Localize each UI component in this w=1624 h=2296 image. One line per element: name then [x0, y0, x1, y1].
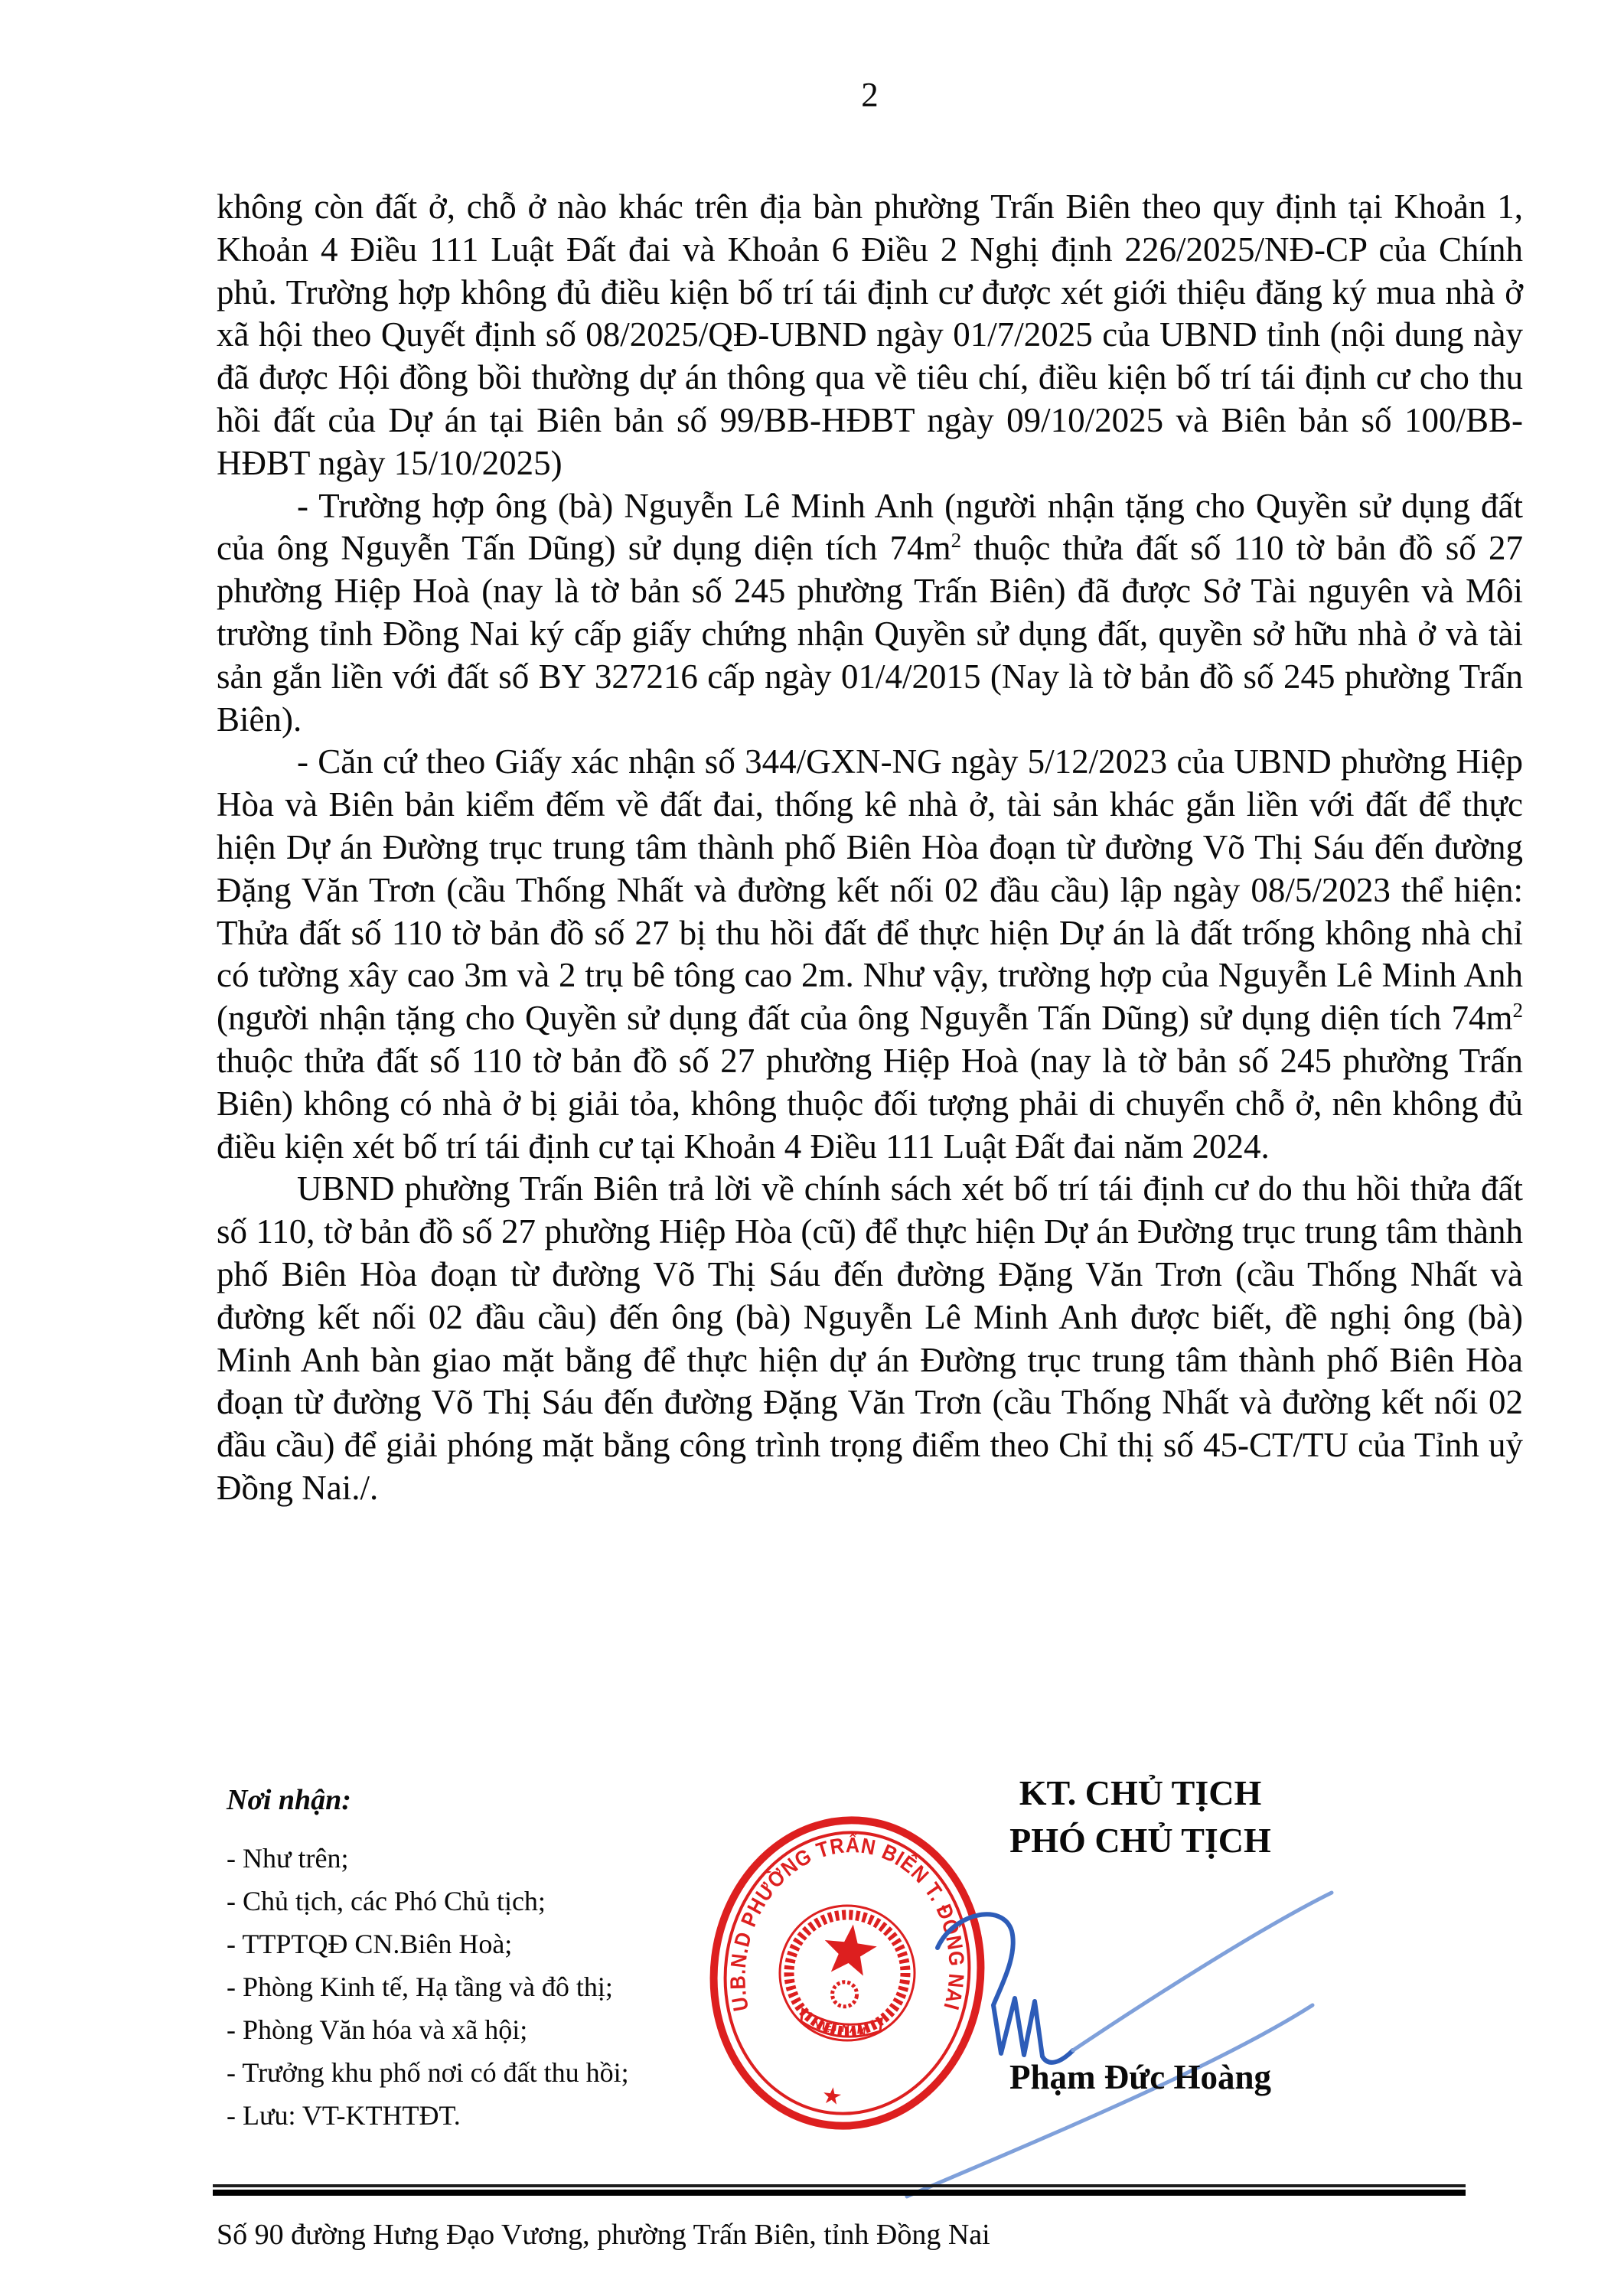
seal-emblem-star: [821, 1921, 879, 1977]
footer-rule: [213, 2184, 1466, 2196]
seal-ring-text: U.B.N.D PHƯỜNG TRẤN BIÊN T. ĐỒNG NAI: [726, 1833, 969, 2014]
footer-address: Số 90 đường Hưng Đạo Vương, phường Trấn Biên, tỉnh Đồng Nai: [217, 2219, 990, 2251]
paragraph-text: không còn đất ở, chỗ ở nào khác trên địa bàn phường Trấn Biên theo quy định tại Khoản 1, Khoản 4 Điều 111 Luật Đất đai và Khoản 6 Điều 2 Nghị định 226/2025/NĐ-CP của Chính phủ. Trường hợp không đủ điều kiện bố trí tái định cư được xét giới thiệu đăng ký mua nhà ở xã hội theo Quyết định số 08/2025/QĐ-UBND ngày 01/7/2025 của UBND tỉnh (nội dung này đã được Hội đồng bồi thường dự án thông qua về tiêu chí, điều kiện bố trí tái định cư cho thu hồi đất của Dự án tại Biên bản số 99/BB-HĐBT ngày 09/10/2025 và Biên bản số 100/BB-HĐBT ngày 15/10/2025): [217, 188, 1523, 482]
signature-title-line1: KT. CHỦ TỊCH: [1019, 1773, 1262, 1812]
footer-rule-thin-line: [213, 2184, 1466, 2187]
paragraph: [217, 186, 1523, 485]
footer-rule-thick-line: [213, 2190, 1466, 2196]
superscript: 2: [1512, 999, 1523, 1022]
seal-banner-text: VIỆT NAM: [814, 2018, 867, 2037]
paragraph-text: - Căn cứ theo Giấy xác nhận số 344/GXN-NG ngày 5/12/2023 của UBND phường Hiệp Hòa và Biên bản kiểm đếm về đất đai, thống kê nhà ở, tài sản khác gắn liền với đất để thực hiện Dự án Đường trục trung tâm thành phố Biên Hòa đoạn từ đường Võ Thị Sáu đến đường Đặng Văn Trơn (cầu Thống Nhất và đường kết nối 02 đầu cầu) lập ngày 08/5/2023 thể hiện: Thửa đất số 110 tờ bản đồ số 27 bị thu hồi đất để thực hiện Dự án là đất trống không nhà chỉ có tường xây cao 3m và 2 trụ bê tông cao 2m. Như vậy, trường hợp của Nguyễn Lê Minh Anh (người nhận tặng cho Quyền sử dụng đất của ông Nguyễn Tấn Dũng) sử dụng diện tích 74m: [217, 742, 1523, 1038]
superscript: 2: [951, 529, 962, 553]
paragraph: [217, 1168, 1523, 1509]
paragraph-text: UBND phường Trấn Biên trả lời về chính sách xét bố trí tái định cư do thu hồi thửa đất số 110, tờ bản đồ số 27 phường Hiệp Hòa (cũ) để thực hiện Dự án Đường trục trung tâm thành phố Biên Hòa đoạn từ đường Võ Thị Sáu đến đường Đặng Văn Trơn (cầu Thống Nhất và đường kết nối 02 đầu cầu) đến ông (bà) Nguyễn Lê Minh Anh được biết, đề nghị ông (bà) Minh Anh bàn giao mặt bằng để thực hiện dự án Đường trục trung tâm thành phố Biên Hòa đoạn từ đường Võ Thị Sáu đến đường Đặng Văn Trơn (cầu Thống Nhất và đường kết nối 02 đầu cầu) để giải phóng mặt bằng công trình trọng điểm theo Chỉ thị số 45-CT/TU của Tỉnh uỷ Đồng Nai./.: [217, 1169, 1523, 1507]
recipient-item: - Chủ tịch, các Phó Chủ tịch;: [227, 1886, 546, 1916]
paragraph: [217, 741, 1523, 1168]
signature-title-line2: PHÓ CHỦ TỊCH: [1009, 1820, 1271, 1860]
recipient-item: - Phòng Kinh tế, Hạ tầng và đô thị;: [227, 1971, 613, 2002]
recipient-item: - TTPTQĐ CN.Biên Hoà;: [227, 1929, 513, 1959]
paragraph-text: thuộc thửa đất số 110 tờ bản đồ số 27 phường Hiệp Hoà (nay là tờ bản số 245 phường Trấn Biên) đã được Sở Tài nguyên và Môi trường tỉnh Đồng Nai ký cấp giấy chứng nhận Quyền sử dụng đất, quyền sở hữu nhà ở và tài sản gắn liền với đất số BY 327216 cấp ngày 01/4/2015 (Nay là tờ bản đồ số 245 phường Trấn Biên).: [217, 529, 1523, 739]
signature-stroke-upper: [1073, 1893, 1332, 2050]
seal-bottom-star: ★: [820, 2082, 844, 2111]
recipient-item: - Trưởng khu phố nơi có đất thu hồi;: [227, 2057, 629, 2088]
seal-emblem-gear: [831, 1981, 859, 2008]
paragraph-text: thuộc thửa đất số 110 tờ bản đồ số 27 phường Hiệp Hoà (nay là tờ bản số 245 phường Trấn Biên) không có nhà ở bị giải tỏa, không thuộc đối tượng phải di chuyển chỗ ở, nên không đủ điều kiện xét bố trí tái định cư tại Khoản 4 Điều 111 Luật Đất đai năm 2024.: [217, 1041, 1523, 1166]
paragraph: [217, 485, 1523, 742]
recipient-item: - Phòng Văn hóa và xã hội;: [227, 2014, 528, 2045]
signer-name: Phạm Đức Hoàng: [1009, 2058, 1271, 2096]
page-number: 2: [861, 76, 879, 114]
paragraph-text: - Trường hợp ông (bà) Nguyễn Lê Minh Anh (người nhận tặng cho Quyền sử dụng đất của ông Nguyễn Tấn Dũng) sử dụng diện tích 74m: [217, 486, 1523, 568]
recipients-label: Nơi nhận:: [227, 1784, 351, 1816]
signature-stroke-lower: [907, 2005, 1313, 2197]
recipient-item: - Như trên;: [227, 1843, 349, 1874]
body-text: [217, 186, 1523, 1510]
handwritten-signature: [880, 1848, 1385, 2208]
signature-stroke-curl: [938, 1914, 1073, 2062]
recipient-item: - Lưu: VT-KTHTĐT.: [227, 2100, 461, 2131]
